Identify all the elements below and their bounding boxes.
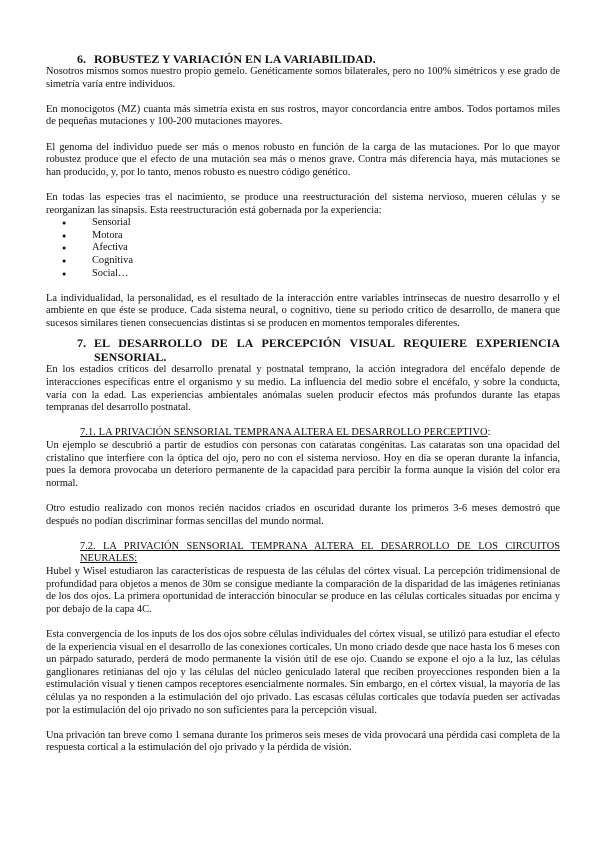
subsection-7-1-title: 7.1. LA PRIVACIÓN SENSORIAL TEMPRANA ALTERA EL DESARROLLO PERCEPTIVO xyxy=(80,427,488,439)
section-7-heading xyxy=(64,336,560,364)
list-item: ● Social… xyxy=(46,268,560,281)
subsection-7-1-colon: : xyxy=(487,427,491,439)
subsection-7-2-paragraph-3: Una privación tan breve como 1 semana durante los primeros seis meses de vida provocará una pérdida casi completa de la respuesta cortical a la estimulación del ojo privado y la pérdida de visión. xyxy=(46,729,560,754)
section-6-paragraph-4: En todas las especies tras el nacimiento, se produce una reestructuración del sistema nervioso, mueren células y se reorganizan las sinapsis. Esta reestructuración está gobernada por la experiencia: xyxy=(46,191,560,216)
subsection-7-1-heading xyxy=(46,427,560,440)
section-6-paragraph-1: Nosotros mismos somos nuestro propio gemelo. Genéticamente somos bilaterales, pero no 100% simétricos y ese grado de simetría varía entre individuos. xyxy=(46,66,560,90)
subsection-7-2-title: 7.2. LA PRIVACIÓN SENSORIAL TEMPRANA ALTERA EL DESARROLLO DE LOS CIRCUITOS NEURALES: xyxy=(80,540,560,565)
section-6-paragraph-5: La individualidad, la personalidad, es el resultado de la interacción entre variables intrínsecas de nuestro desarrollo y el ambiente en que éste se produce. Cada sistema neural, o cognitivo, tiene su periodo crítico de desarrollo, de manera que sucesos similares tienen consecuencias distintas si se producen en momentos temporales diferentes. xyxy=(46,292,560,329)
section-7-number: 7. xyxy=(77,336,86,351)
list-item: ● Cognitiva xyxy=(46,255,560,268)
list-item: ● Afectiva xyxy=(46,242,560,255)
experience-list xyxy=(46,217,560,280)
section-6-title: ROBUSTEZ Y VARIACIÓN EN LA VARIABILIDAD. xyxy=(94,52,376,66)
subsection-7-1-paragraph-1: Un ejemplo se descubrió a partir de estudios con personas con cataratas congénitas. Las cataratas son una opacidad del cristalino que interfiere con la óptica del ojo, pero no con el sistema nervioso. Hoy en día se operan durante la infancia, pues la demora provocaba un deterioro permanente de la capacidad para percibir la forma aunque la visión del color era normal. xyxy=(46,440,560,489)
section-6-paragraph-3: El genoma del individuo puede ser más o menos robusto en función de la carga de las mutaciones. Por lo que mayor robustez produce que el efecto de una mutación sea más o menos grave. Contra más diferencia haya, más mutaciones se han producido, y, por lo tanto, menos robusto es nuestro código genético. xyxy=(46,141,560,178)
subsection-7-2-heading xyxy=(46,541,560,566)
list-item: ● Sensorial xyxy=(46,217,560,230)
subsection-7-2-paragraph-1: Hubel y Wisel estudiaron las características de respuesta de las células del córtex visual. La percepción tridimensional de profundidad para objetos a menos de 30m se consigue mediante la comparación de la disparidad de las imágenes retinianas de los dos ojos. La primera oportunidad de interacción binocular se produce en las células corticales situadas por encima y por debajo de la capa 4C. xyxy=(46,565,560,615)
section-6-heading xyxy=(64,52,560,66)
list-item: ● Motora xyxy=(46,230,560,243)
subsection-7-1-paragraph-2: Otro estudio realizado con monos recién nacidos criados en oscuridad durante los primeros 3-6 meses demostró que después no podían discriminar formas sencillas del mundo normal. xyxy=(46,503,560,527)
section-6-number: 6. xyxy=(77,52,86,66)
document-page xyxy=(46,52,560,755)
section-7-title: EL DESARROLLO DE LA PERCEPCIÓN VISUAL REQUIERE EXPERIENCIA SENSORIAL. xyxy=(94,336,560,365)
section-6-paragraph-2: En monocigotos (MZ) cuanta más simetría exista en sus rostros, mayor concordancia entre ambos. Todos portamos miles de pequeñas mutaciones y 100-200 mutaciones mayores. xyxy=(46,103,560,128)
section-7-paragraph-1: En los estadios críticos del desarrollo prenatal y postnatal temprano, la acción integradora del encéfalo depende de interacciones específicas entre el organismo y su medio. La influencia del medio sobre el encéfalo, y sobre la conducta, varía con la edad. Las experiencias ambientales anómalas suelen producir efectos más profundos durante las etapas tempranas del desarrollo postnatal. xyxy=(46,364,560,414)
subsection-7-2-paragraph-2: Esta convergencia de los inputs de los dos ojos sobre células individuales del córtex visual, se utilizó para estudiar el efecto de la experiencia visual en el desarrollo de las conexiones corticales. Un mono criado desde que nace hasta los 6 meses con un párpado saturado, perderá de modo permanente la visión útil de ese ojo. Cuando se expone el ojo a la luz, las células ganglionares retinianas del ojo y las células del núcleo geniculado lateral que reciben proyecciones responden bien a la estimulación visual y tienen campos receptores esencialmente normales. Sin embargo, en el córtex visual, la mayoría de las células ya no responden a la estimulación del ojo privado. Las escasas células corticales que todavía pueden ser activadas por la estimulación del ojo privado no son suficientes para la percepción visual. xyxy=(46,628,560,716)
